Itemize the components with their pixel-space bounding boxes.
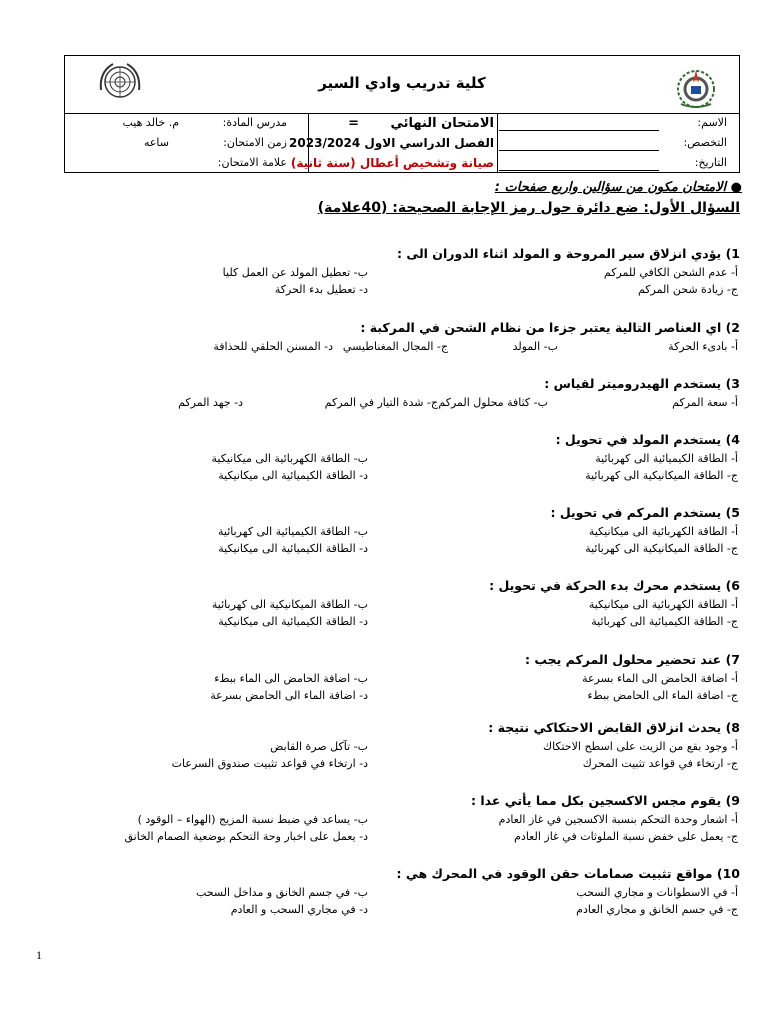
- college-name: كلية تدريب وادي السير: [318, 74, 486, 92]
- question-2-option-b[interactable]: ب- المولد: [512, 340, 558, 353]
- specialization-label: التخصص:: [683, 136, 727, 149]
- question-2-option-c[interactable]: ج- المجال المغناطيسي: [342, 340, 448, 353]
- question-8-option-a[interactable]: أ- وجود بقع من الزيت على اسطح الاحتكاك: [543, 740, 738, 753]
- college-logo-icon: [671, 64, 721, 110]
- question-7-option-c[interactable]: ج- اضافة الماء الى الحامض ببطء: [587, 689, 738, 702]
- question-9-option-c[interactable]: ج- يعمل على خفض نسبة الملوثات في غاز العادم: [514, 830, 738, 843]
- question-1-option-c[interactable]: ج- زيادة شحن المركم: [637, 283, 738, 296]
- question-1-option-d[interactable]: د- تعطيل بدء الحركة: [274, 283, 368, 296]
- question-2-option-a[interactable]: أ- بادىء الحركة: [668, 340, 738, 353]
- question-4-option-b[interactable]: ب- الطاقة الكهربائية الى ميكانيكية: [211, 452, 368, 465]
- question-8-option-b[interactable]: ب- تآكل صرة القابض: [270, 740, 368, 753]
- question-6-option-c[interactable]: ج- الطاقة الكيميائية الى كهربائية: [591, 615, 738, 628]
- question-3-option-a[interactable]: أ- سعة المركم: [672, 396, 738, 409]
- question-10: 10) مواقع تثبيت صمامات حقن الوقود في المحرك هي :: [396, 866, 740, 881]
- header-row-3: [65, 156, 739, 176]
- question-9-option-b[interactable]: ب- يساعد في ضبط نسبة المزيج (الهواء – الوقود ): [137, 813, 368, 826]
- question-10-option-a[interactable]: أ- في الاسطوانات و مجاري السحب: [576, 886, 738, 899]
- question-5-option-c[interactable]: ج- الطاقة الميكانيكية الى كهربائية: [585, 542, 738, 555]
- exam-header: [64, 55, 740, 173]
- exam-title-mark: =: [348, 116, 359, 131]
- question-3-option-d[interactable]: د- جهد المركم: [178, 396, 243, 409]
- header-row-1: [65, 116, 739, 136]
- date-label: التاريخ:: [694, 156, 727, 169]
- intro-note: ● الامتحان مكون من سؤالين واربع صفحات :: [494, 180, 742, 195]
- mark-label: علامة الامتحان:: [217, 156, 287, 169]
- question-9-option-d[interactable]: د- يعمل على اخبار وحة التحكم بوضعية الصمام الخانق: [124, 830, 368, 843]
- question-6-option-d[interactable]: د- الطاقة الكيميائية الى ميكانيكية: [218, 615, 368, 628]
- question-1-option-a[interactable]: أ- عدم الشحن الكافي للمركم: [603, 266, 738, 279]
- duration-label: زمن الامتحان:: [223, 136, 287, 149]
- semester: الفصل الدراسي الاول 2023/2024: [289, 136, 494, 150]
- teacher-label: مدرس المادة:: [222, 116, 287, 129]
- question-1-option-b[interactable]: ب- تعطيل المولد عن العمل كليا: [222, 266, 368, 279]
- question-6-option-a[interactable]: أ- الطاقة الكهربائية الى ميكانيكية: [588, 598, 738, 611]
- header-title-row: [65, 56, 739, 114]
- header-row-2: [65, 136, 739, 156]
- question-10-option-b[interactable]: ب- في جسم الخانق و مداخل السحب: [195, 886, 368, 899]
- duration-value: ساعه: [143, 136, 169, 149]
- name-field[interactable]: [499, 130, 659, 131]
- teacher-value: م. خالد هيب: [122, 116, 179, 129]
- question-3: 3) يستخدم الهيدروميتر لقياس :: [544, 376, 740, 391]
- exam-title: الامتحان النهائي: [390, 116, 494, 131]
- un-emblem-icon: [95, 60, 145, 106]
- intro-text: الامتحان مكون من سؤالين واربع صفحات :: [494, 180, 727, 195]
- name-label: الاسم:: [697, 116, 727, 129]
- question-9-option-a[interactable]: أ- اشعار وحدة التحكم بنسبة الاكسجين في غاز العادم: [498, 813, 738, 826]
- question-8: 8) يحدث انزلاق القابض الاحتكاكي نتيجة :: [488, 720, 740, 735]
- question-10-option-c[interactable]: ج- في جسم الخانق و مجاري العادم: [576, 903, 738, 916]
- question-6-option-b[interactable]: ب- الطاقة الميكانيكية الى كهربائية: [211, 598, 368, 611]
- question-2-option-d[interactable]: د- المسنن الحلقي للحذافة: [213, 340, 333, 353]
- question-5-option-a[interactable]: أ- الطاقة الكهربائية الى ميكانيكية: [588, 525, 738, 538]
- question-5-option-b[interactable]: ب- الطاقة الكيميائية الى كهربائية: [217, 525, 368, 538]
- question-7-option-d[interactable]: د- اضافة الماء الى الحامض بسرعة: [210, 689, 368, 702]
- question-5: 5) يستخدم المركم في تحويل :: [550, 505, 740, 520]
- section-title: السؤال الأول: ضع دائرة حول رمز الإجابة الصحيحة: (40علامة): [317, 200, 740, 216]
- question-7-option-a[interactable]: أ- اضافة الحامض الى الماء بسرعة: [582, 672, 738, 685]
- question-4-option-a[interactable]: أ- الطاقة الكيميائية الى كهربائية: [595, 452, 738, 465]
- question-3-option-b[interactable]: ب- كثافة محلول المركم: [438, 396, 548, 409]
- question-7-option-b[interactable]: ب- اضافة الحامض الى الماء ببطء: [214, 672, 368, 685]
- question-4: 4) يستخدم المولد في تحويل :: [555, 432, 740, 447]
- date-field[interactable]: [499, 170, 659, 171]
- question-6: 6) يستخدم محرك بدء الحركة في تحويل :: [489, 578, 740, 593]
- question-3-option-c[interactable]: ج- شدة التيار في المركم: [324, 396, 438, 409]
- page-number: 1: [36, 948, 42, 962]
- question-2: 2) اي العناصر التالية يعتبر جزءا من نظام الشحن في المركبة :: [360, 320, 740, 335]
- question-8-option-d[interactable]: د- ارتخاء في قواعد تثبيت صندوق السرعات: [171, 757, 368, 770]
- subject-name: صيانة وتشخيص أعطال (سنة ثانية): [290, 156, 494, 170]
- question-8-option-c[interactable]: ج- ارتخاء في قواعد تثبيت المحرك: [582, 757, 738, 770]
- question-10-option-d[interactable]: د- في مجاري السحب و العادم: [230, 903, 368, 916]
- question-1: 1) يؤدي انزلاق سير المروحة و المولد اثناء الدوران الى :: [396, 246, 740, 261]
- question-4-option-d[interactable]: د- الطاقة الكيميائية الى ميكانيكية: [218, 469, 368, 482]
- question-7: 7) عند تحضير محلول المركم يجب :: [525, 652, 740, 667]
- question-4-option-c[interactable]: ج- الطاقة الميكانيكية الى كهربائية: [585, 469, 738, 482]
- question-9: 9) يقوم مجس الاكسجين بكل مما يأتي عدا :: [471, 793, 740, 808]
- specialization-field[interactable]: [499, 150, 659, 151]
- question-5-option-d[interactable]: د- الطاقة الكيميائية الى ميكانيكية: [218, 542, 368, 555]
